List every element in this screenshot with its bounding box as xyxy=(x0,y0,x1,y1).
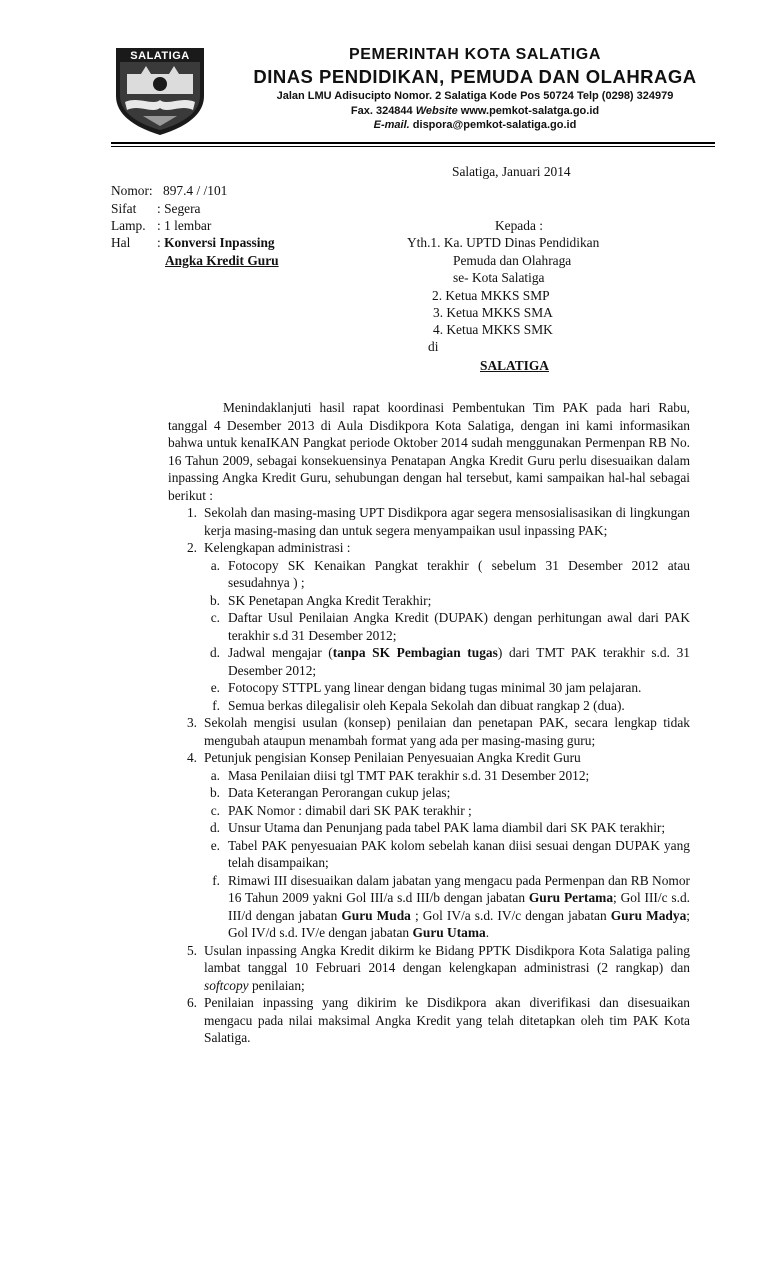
list-number: 1. xyxy=(186,505,197,520)
recipient-1-line3: se- Kota Salatiga xyxy=(453,270,545,285)
hal-label: Hal xyxy=(111,235,131,250)
lamp-label: Lamp. xyxy=(111,218,146,233)
text-run: Jadwal mengajar ( xyxy=(228,645,333,660)
sub-text: Fotocopy STTPL yang linear dengan bidang tugas minimal 30 jam pelajaran. xyxy=(228,680,642,695)
bold-run: tanpa SK Pembagian tugas xyxy=(332,645,498,660)
sub-item-4c xyxy=(168,802,690,820)
sub-letter: a. xyxy=(210,557,220,573)
list-item-2 xyxy=(168,539,690,557)
sifat-label: Sifat xyxy=(111,201,137,216)
sub-text: Fotocopy SK Kenaikan Pangkat terakhir ( sebelum 31 Desember 2012 atau sesudahnya ) ; xyxy=(228,557,690,590)
sub-item-4b xyxy=(168,784,690,802)
sub-text xyxy=(228,872,690,942)
sub-text: PAK Nomor : dimabil dari SK PAK terakhir ; xyxy=(228,802,472,818)
text-run: ; Gol IV/a s.d. IV/c dengan jabatan xyxy=(410,907,611,923)
department-name: DINAS PENDIDIKAN, PEMUDA DAN OLAHRAGA xyxy=(253,66,697,87)
list-text xyxy=(204,942,690,995)
salatiga-coat-of-arms-logo xyxy=(113,44,207,136)
recipient-1: Yth.1. Ka. UPTD Dinas Pendidikan xyxy=(407,235,600,250)
government-name: PEMERINTAH KOTA SALATIGA xyxy=(348,46,602,63)
sub-text: SK Penetapan Angka Kredit Terakhir; xyxy=(228,592,432,608)
intro-paragraph: Menindaklanjuti hasil rapat koordinasi Pembentukan Tim PAK pada hari Rabu, tanggal 4 Desember 2013 di Aula Disdikpora Kota Salatiga, dengan ini kami informasikan bahwa untuk kenaIKAN Pangkat periode Oktober 2014 sudah menggunakan Permenpan RB No. 16 Tahun 2009, sebagai konsekuensinya Penatapan Angka Kredit Guru perlu disesuaikan dalam inpassing Angka Kredit Guru, sehubungan dengan hal tersebut, kami sampaikan hal-hal sebagai berikut : xyxy=(168,400,690,503)
sub-letter: c. xyxy=(210,802,220,818)
bold-run: Guru Muda xyxy=(341,907,411,923)
bold-run: Guru Madya xyxy=(610,907,687,923)
sub-letter: e. xyxy=(210,680,220,695)
text-run: ) dari TMT PAK terakhir s.d. 31 Desember 2012; xyxy=(228,645,690,678)
kepada-label: Kepada : xyxy=(495,218,543,233)
website-label: Website xyxy=(415,105,458,117)
sub-letter: b. xyxy=(209,592,220,608)
sub-text xyxy=(228,644,690,679)
text-run: . xyxy=(485,925,490,940)
recipient-di: di xyxy=(428,339,439,354)
sub-text: Tabel PAK penyesuaian PAK kolom sebelah kanan diisi sesuai dengan DUPAK yang telah disampaikan; xyxy=(228,837,690,870)
sub-item-4d xyxy=(168,819,690,837)
list-text: Sekolah dan masing-masing UPT Disdikpora agar segera mensosialisasikan di lingkungan kerja masing-masing dan untuk segera menyampaikan usul inpassing PAK; xyxy=(204,505,690,538)
fax-text: Fax. 324844 xyxy=(350,105,416,117)
fax-website-line xyxy=(210,104,740,118)
nomor-label: Nomor: xyxy=(111,183,153,198)
website-link[interactable]: www.pemkot-salatga.go.id xyxy=(457,105,600,117)
sub-item-2b xyxy=(168,592,690,610)
recipient-2: 2. Ketua MKKS SMP xyxy=(432,288,550,303)
lamp-value: : 1 lembar xyxy=(157,218,212,233)
recipient-1-line2: Pemuda dan Olahraga xyxy=(453,253,572,268)
list-item-1 xyxy=(168,504,690,539)
bold-run: Guru Pertama xyxy=(528,890,614,905)
sub-letter: f. xyxy=(212,872,220,888)
sub-letter: d. xyxy=(209,645,220,660)
sub-letter: a. xyxy=(210,767,220,783)
list-number: 2. xyxy=(186,540,197,555)
hal-subject-2: Angka Kredit Guru xyxy=(165,253,279,268)
sub-letter: e. xyxy=(210,837,220,853)
email-line xyxy=(210,118,740,132)
list-number: 4. xyxy=(186,750,197,765)
sub-text: Daftar Usul Penilaian Angka Kredit (DUPAK) dengan perhitungan awal dari PAK terakhir s.d 31 Desember 2012; xyxy=(228,610,690,643)
list-item-6 xyxy=(168,994,690,1047)
list-number: 5. xyxy=(186,942,197,958)
hal-line1 xyxy=(157,234,275,252)
recipient-3: 3. Ketua MKKS SMA xyxy=(433,305,553,320)
sub-item-4f xyxy=(168,872,690,942)
sub-item-2f xyxy=(168,697,690,715)
email-label: E-mail. xyxy=(373,119,410,131)
sub-text: Data Keterangan Perorangan cukup jelas; xyxy=(228,785,451,800)
sub-letter: b. xyxy=(209,785,220,800)
text-run: Rimawi III disesuaikan dalam jabatan yang mengacu pada Permenpan dan RB Nomor 16 Tahun 2009 yakni Gol III/a s.d III/b dengan jabatan xyxy=(228,872,690,905)
sub-text: Semua berkas dilegalisir oleh Kepala Sekolah dan dibuat rangkap 2 (dua). xyxy=(228,697,625,713)
list-number: 3. xyxy=(186,715,197,730)
sub-item-2e xyxy=(168,679,690,697)
text-run: Usulan inpassing Angka Kredit dikirm ke Bidang PPTK Disdikpora Kota Salatiga paling lambat tanggal 10 Februari 2014 dengan kelengkapan administrasi (2 rangkap) dan xyxy=(204,942,690,975)
text-run: penilaian; xyxy=(248,977,305,993)
nomor-value: 897.4 / /101 xyxy=(163,183,228,198)
letterhead-rule-thick xyxy=(111,142,715,144)
text-run: ; Gol IV/d s.d. IV/e dengan jabatan xyxy=(228,907,690,940)
list-item-3 xyxy=(168,714,690,749)
letterhead-rule-thin xyxy=(111,146,715,147)
sub-item-4a xyxy=(168,767,690,785)
hal-subject-1: Konversi Inpassing xyxy=(164,235,275,250)
list-item-5 xyxy=(168,942,690,995)
department-address: Jalan LMU Adisucipto Nomor. 2 Salatiga Kode Pos 50724 Telp (0298) 324979 xyxy=(276,90,674,102)
sub-letter: c. xyxy=(210,610,220,625)
sub-letter: f. xyxy=(212,697,220,713)
recipient-city: SALATIGA xyxy=(480,358,549,373)
logo-text: SALATIGA xyxy=(130,50,190,62)
italic-run: softcopy xyxy=(204,977,249,993)
list-text: Petunjuk pengisian Konsep Penilaian Penyesuaian Angka Kredit Guru xyxy=(204,750,581,765)
sub-letter: d. xyxy=(209,820,220,835)
sub-item-2d xyxy=(168,644,690,679)
list-number: 6. xyxy=(186,995,197,1010)
letter-body xyxy=(168,399,690,1047)
list-text: Penilaian inpassing yang dikirim ke Disdikpora akan diverifikasi dan disesuaikan mengacu pada nilai maksimal Angka Kredit yang telah ditetapkan oleh tim PAK Kota Salatiga. xyxy=(204,995,690,1045)
hal-colon: : xyxy=(157,235,165,250)
sub-item-4e xyxy=(168,837,690,872)
sifat-value: : Segera xyxy=(157,201,201,216)
email-link[interactable]: dispora@pemkot-salatiga.go.id xyxy=(409,119,577,131)
list-text: Kelengkapan administrasi : xyxy=(204,540,351,555)
bold-run: Guru Utama xyxy=(412,925,486,940)
place-date: Salatiga, Januari 2014 xyxy=(452,164,571,179)
sub-text: Unsur Utama dan Penunjang pada tabel PAK lama diambil dari SK PAK terakhir; xyxy=(228,820,666,835)
recipient-4: 4. Ketua MKKS SMK xyxy=(433,322,553,337)
sub-item-2a xyxy=(168,557,690,592)
sub-text: Masa Penilaian diisi tgl TMT PAK terakhir s.d. 31 Desember 2012; xyxy=(228,767,590,783)
list-text: Sekolah mengisi usulan (konsep) penilaian dan penetapan PAK, secara lengkap tidak mengubah ataupun menambah format yang ada per masing-masing guru; xyxy=(204,715,690,748)
text-run: ; Gol III/c s.d. III/d dengan jabatan xyxy=(228,890,691,923)
sub-item-2c xyxy=(168,609,690,644)
list-item-4 xyxy=(168,749,690,767)
